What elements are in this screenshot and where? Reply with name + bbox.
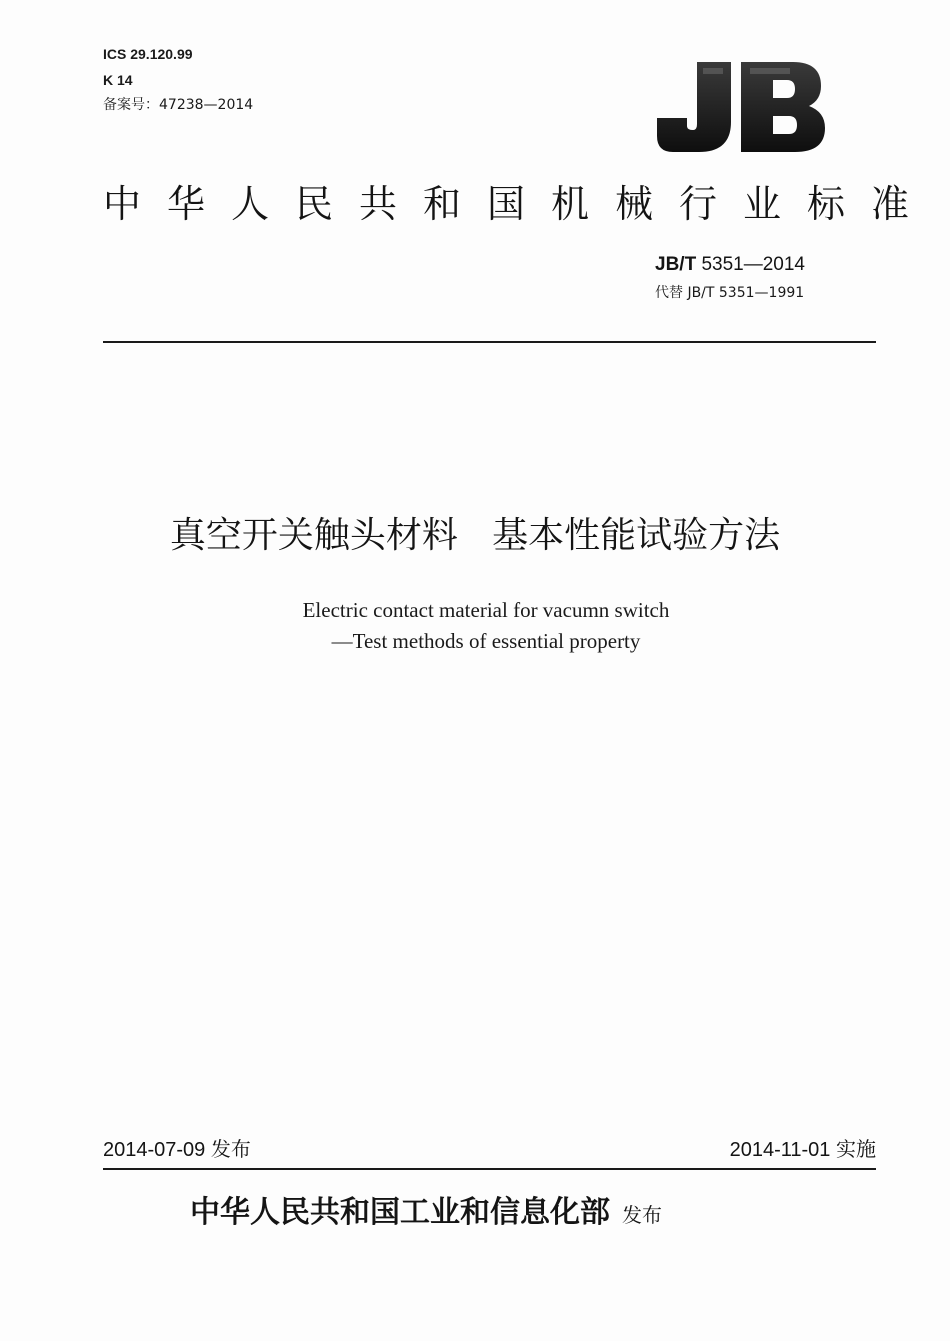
publisher-name: 中华人民共和国工业和信息化部 [190,1195,610,1230]
industry-standard-heading: 中华人民共和国机械行业标准 [103,182,936,226]
classification-code: K 14 [103,72,133,88]
publisher [190,1192,662,1236]
replaced-standard: 代替 JB/T 5351—1991 [655,285,805,301]
standard-number [655,253,805,277]
implementation-date: 2014-11-01 实施 [729,1139,876,1161]
issue-date: 2014-07-09 发布 [103,1139,251,1161]
header-divider [103,341,876,343]
jb-logo [655,60,830,155]
standard-number-value: 5351—2014 [696,254,806,275]
record-number: 备案号：47238—2014 [103,97,254,113]
footer-divider [103,1168,876,1170]
document-title-english-line1: Electric contact material for vacumn switch [302,598,670,622]
jb-logo-letter-j [657,62,731,152]
ics-code: ICS 29.120.99 [103,46,193,62]
document-title-chinese: 真空开关触头材料 基本性能试验方法 [169,515,781,556]
standard-number-prefix: JB/T [655,254,697,275]
publisher-suffix: 发布 [622,1203,662,1227]
jb-logo-letter-b [741,62,825,152]
document-title-english-line2: —Test methods of essential property [331,629,641,653]
